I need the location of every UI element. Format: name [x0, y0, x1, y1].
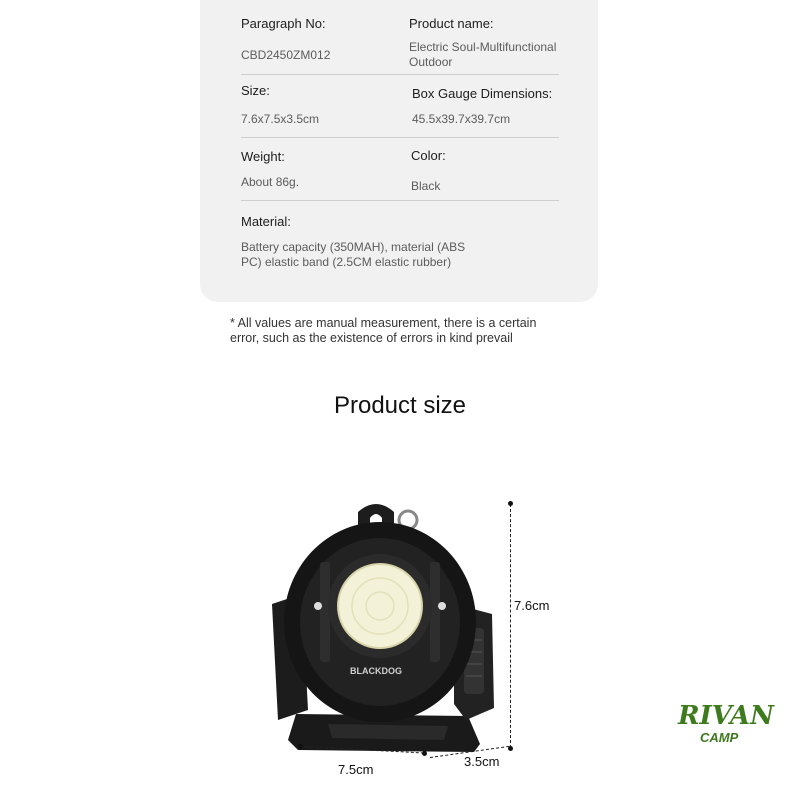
color-value: Black — [411, 179, 441, 193]
height-dimension-line — [510, 504, 511, 748]
divider — [241, 137, 559, 138]
dimension-endpoint — [422, 751, 427, 756]
color-label: Color: — [411, 148, 446, 163]
width-dimension-label: 7.5cm — [338, 762, 374, 777]
divider — [241, 200, 559, 201]
weight-label: Weight: — [241, 149, 285, 164]
logo-text-top: RIVAN — [678, 701, 774, 731]
material-label: Material: — [241, 214, 291, 229]
size-label: Size: — [241, 83, 270, 98]
weight-value: About 86g. — [241, 175, 300, 189]
spec-card — [200, 0, 598, 302]
product-name-value-line1: Electric Soul-Multifunctional — [409, 40, 557, 54]
paragraph-no-label: Paragraph No: — [241, 16, 326, 31]
depth-dimension-label: 3.5cm — [464, 754, 500, 769]
height-dimension-label: 7.6cm — [514, 598, 550, 613]
note-line-1: * All values are manual measurement, there is a certain — [230, 316, 537, 330]
product-name-value-line2: Outdoor — [409, 55, 453, 69]
box-gauge-label: Box Gauge Dimensions: — [412, 86, 553, 101]
lamp-base-inset — [328, 724, 448, 740]
logo-text-bottom: CAMP — [700, 730, 739, 745]
dimension-endpoint — [508, 501, 513, 506]
product-name-label: Product name: — [409, 16, 494, 31]
material-value-line1: Battery capacity (350MAH), material (ABS — [241, 240, 466, 254]
dimension-endpoint — [298, 744, 303, 749]
section-title: Product size — [333, 392, 467, 419]
lamp-product-image — [268, 494, 498, 764]
size-value: 7.6x7.5x3.5cm — [241, 112, 320, 126]
lamp-brand-text: BLACKDOG — [350, 666, 402, 676]
rivan-camp-logo — [676, 694, 776, 746]
material-value-line2: PC) elastic band (2.5CM elastic rubber) — [241, 255, 452, 269]
paragraph-no-value: CBD2450ZM012 — [241, 48, 331, 62]
divider — [241, 74, 559, 75]
box-gauge-value: 45.5x39.7x39.7cm — [412, 112, 511, 126]
note-line-2: error, such as the existence of errors in kind prevail — [230, 331, 513, 345]
measurement-note — [230, 316, 570, 346]
